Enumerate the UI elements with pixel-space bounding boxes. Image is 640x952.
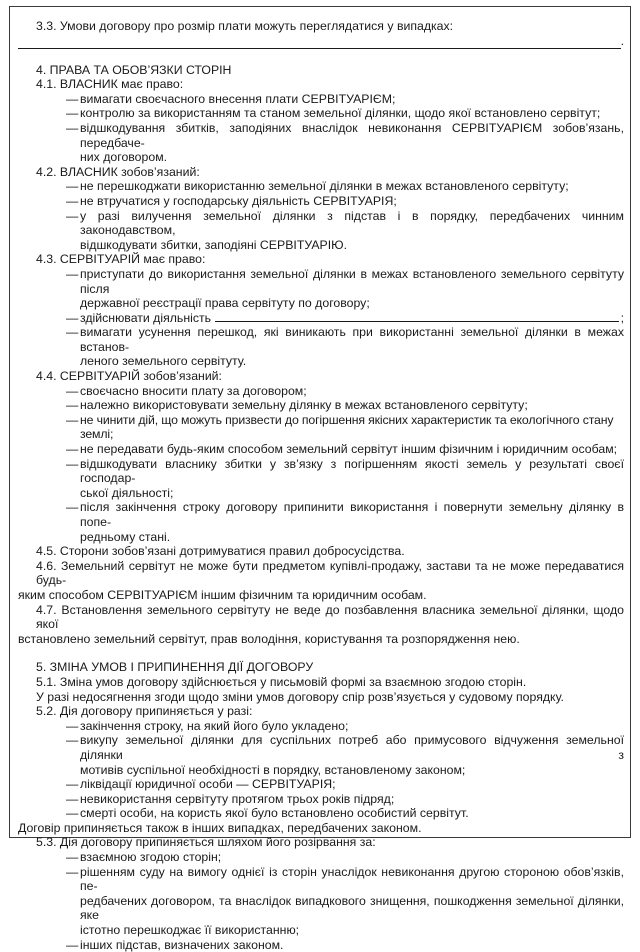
clause-4-4: 4.4. СЕРВІТУАРІЙ зобов’язаний: — [36, 369, 222, 384]
clause-4-2: 4.2. ВЛАСНИК зобов’язаний: — [36, 164, 200, 179]
list-item: — закінчення строку, на який його було укладено; — [66, 718, 349, 733]
line-end-semicolon: ; — [620, 310, 624, 325]
list-item: — у разі вилучення земельної ділянки з підстав і в порядку, передбачених чинним законодавством, — [66, 208, 624, 238]
section-4-title: 4. ПРАВА ТА ОБОВ’ЯЗКИ СТОРІН — [36, 62, 232, 77]
clause-5-2-paragraph: Договір припиняється також в інших випадках, передбачених законом. — [18, 820, 422, 835]
list-item: — не чинити дій, що можуть призвести до погіршення якісних характеристик та екологічного стану землі; — [66, 412, 614, 442]
clause-5-2: 5.2. Дія договору припиняється у разі: — [36, 704, 253, 719]
blank-line — [18, 34, 621, 49]
list-item: — ліквідації юридичної особи — СЕРВІТУАРІЯ; — [66, 777, 336, 792]
list-item-continuation: них договором. — [80, 150, 168, 165]
clause-4-6-continuation: яким способом СЕРВІТУАРІЄМ іншим фізичним та юридичним особам. — [18, 587, 427, 602]
list-item-continuation: істотно перешкоджає її використанню; — [80, 923, 300, 938]
clause-4-5: 4.5. Сторони зобов’язані дотримуватися правил добросусідства. — [36, 544, 405, 559]
list-item-continuation: леного земельного сервітуту. — [80, 354, 247, 369]
clause-4-3: 4.3. СЕРВІТУАРІЙ має право: — [36, 252, 206, 267]
list-item: — викупу земельної ділянки для суспільних потреб або примусового відчуження земельної ділянки з — [66, 733, 624, 762]
list-item: — не перешкоджати використанню земельної ділянки в межах встановленого сервітуту; — [66, 179, 569, 194]
list-item: — приступати до використання земельної ділянки в межах встановленого земельного сервітуту після — [66, 266, 624, 296]
line-end-period: . — [620, 34, 624, 48]
list-item-continuation: мотивів суспільної необхідності в порядку, встановленому законом; — [80, 762, 466, 777]
list-item: — інших підстав, визначених законом. — [66, 937, 284, 952]
clause-5-1: 5.1. Зміна умов договору здійснюється у письмовій формі за взаємною згодою сторін. — [36, 674, 527, 689]
clause-3-3: 3.3. Умови договору про розмір плати можуть переглядатися у випадках: — [36, 19, 454, 33]
clause-4-6: 4.6. Земельний сервітут не може бути предметом купівлі-продажу, застави та не може передаватися будь- — [36, 558, 624, 588]
clause-4-1: 4.1. ВЛАСНИК має право: — [36, 77, 184, 92]
list-item: — невикористання сервітуту протягом трьох років підряд; — [66, 791, 395, 806]
list-item-continuation: відшкодувати збитки, заподіяні СЕРВІТУАРІЮ. — [80, 237, 347, 252]
list-item-with-blank: — здійснювати діяльність ; — [66, 310, 624, 325]
clause-4-7: 4.7. Встановлення земельного сервітуту не веде до позбавлення власника земельної ділянки, щодо якої — [36, 602, 624, 632]
contract-page — [9, 6, 631, 952]
list-item: — не передавати будь-яким способом земельний сервітут іншим фізичним і юридичним особам; — [66, 442, 618, 457]
list-item: — відшкодувати власнику збитки у зв’язку з погіршенням якості земель у результаті своєї господар- — [66, 456, 624, 486]
list-item: — належно використовувати земельну ділянку в межах встановленого сервітуту; — [66, 398, 528, 413]
section-5-title: 5. ЗМІНА УМОВ І ПРИПИНЕННЯ ДІЇ ДОГОВОРУ — [36, 660, 314, 675]
blank-line — [215, 320, 619, 322]
list-item-continuation: ської діяльності; — [80, 485, 174, 500]
clause-5-1-paragraph: У разі недосягнення згоди щодо зміни умов договору спір розв’язується у судовому порядку. — [36, 689, 564, 704]
clause-5-3: 5.3. Дія договору припиняється шляхом його розірвання за: — [36, 835, 376, 850]
list-item: — рішенням суду на вимогу однієї із сторін унаслідок невиконання другою стороною обов’язків, пе- — [66, 864, 624, 894]
list-item-continuation: редньому стані. — [80, 529, 171, 544]
list-item: — своєчасно вносити плату за договором; — [66, 383, 307, 398]
clause-4-7-continuation: встановлено земельний сервітут, прав володіння, користування та розпорядження нею. — [18, 631, 520, 646]
activity-label: здійснювати діяльність — [80, 310, 212, 325]
blank-fill-line — [18, 34, 624, 49]
list-item-continuation: державної реєстрації права сервітуту по договору; — [80, 296, 370, 311]
list-item: — смерті особи, на користь якої було встановлено особистий сервітут. — [66, 806, 469, 821]
list-item: — вимагати своєчасного внесення плати СЕРВІТУАРІЄМ; — [66, 91, 396, 106]
list-item: — взаємною згодою сторін; — [66, 850, 222, 865]
list-item: — відшкодування збитків, заподіяних внаслідок невиконання СЕРВІТУАРІЄМ зобов’язань, передбаче- — [66, 120, 624, 150]
list-item-continuation: редбачених договором, та внаслідок випадкового знищення, пошкодження земельної ділянки, яке — [80, 893, 624, 923]
list-item: — вимагати усунення перешкод, які виникають при використанні земельної ділянки в межах встанов- — [66, 325, 624, 354]
list-item: — після закінчення строку договору припинити використання і повернути земельну ділянку в попе- — [66, 500, 624, 529]
list-item: — не втручатися у господарську діяльність СЕРВІТУАРІЯ; — [66, 193, 397, 208]
list-item: — контролю за використанням та станом земельної ділянки, щодо якої встановлено сервітут; — [66, 106, 601, 121]
